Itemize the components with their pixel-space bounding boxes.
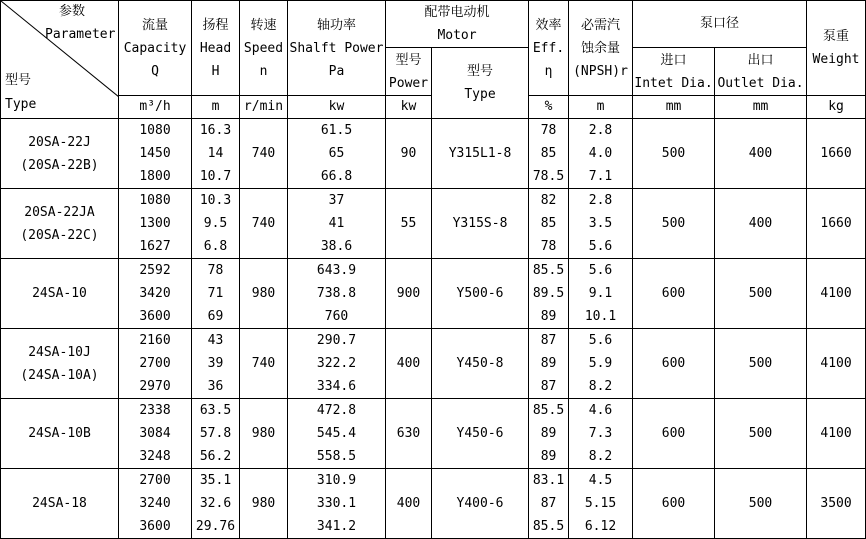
- unit-capacity: m³/h: [119, 96, 192, 119]
- value-h: 9.5: [203, 216, 228, 231]
- value-npsh: 5.6: [588, 263, 613, 278]
- outlet-cell: 400: [715, 189, 807, 259]
- value-q: 3248: [139, 449, 171, 464]
- motor-type-header: 型号 Type: [432, 48, 529, 119]
- value-eff: 85.5: [532, 403, 565, 418]
- value-pa: 322.2: [316, 356, 357, 371]
- value-pa: 334.6: [316, 379, 357, 394]
- speed-cell: 980: [240, 399, 288, 469]
- value-eff: 89: [540, 356, 557, 371]
- head-cell: [192, 119, 240, 189]
- npsh-cell: [569, 189, 633, 259]
- value-h: 35.1: [199, 473, 232, 488]
- unit-outlet: mm: [715, 96, 807, 119]
- motor-power-cell: 55: [386, 189, 432, 259]
- value-npsh: 10.1: [584, 309, 617, 324]
- unit-efficiency: %: [529, 96, 569, 119]
- model-alt-name: (20SA-22C): [20, 227, 99, 243]
- value-pa: 643.9: [316, 263, 357, 278]
- speed-header: 转速 Speed n: [240, 1, 288, 96]
- motor-power-header: 型号 Power: [386, 48, 432, 96]
- value-eff: 78: [540, 239, 557, 254]
- value-h: 29.76: [195, 519, 236, 534]
- shaft-power-cell: [288, 329, 386, 399]
- value-npsh: 5.9: [588, 356, 613, 371]
- weight-cell: 4100: [807, 259, 866, 329]
- value-q: 2970: [139, 379, 171, 394]
- unit-shaft-power: kw: [288, 96, 386, 119]
- unit-motor-power: kw: [386, 96, 432, 119]
- unit-weight: kg: [807, 96, 866, 119]
- unit-npsh: m: [569, 96, 633, 119]
- npsh-cell: [569, 469, 633, 539]
- header-corner-cell: [1, 1, 119, 119]
- value-pa: 41: [328, 216, 345, 231]
- value-h: 71: [207, 286, 224, 301]
- head-cell: [192, 259, 240, 329]
- value-npsh: 9.1: [588, 286, 613, 301]
- npsh-cell: [569, 329, 633, 399]
- motor-power-cell: 400: [386, 329, 432, 399]
- npsh-cell: [569, 259, 633, 329]
- value-h: 14: [207, 146, 224, 161]
- shaft-power-cell: [288, 189, 386, 259]
- efficiency-cell: [529, 189, 569, 259]
- value-npsh: 7.1: [588, 169, 613, 184]
- inlet-cell: 500: [633, 119, 715, 189]
- value-pa: 341.2: [316, 519, 357, 534]
- value-pa: 37: [328, 193, 345, 208]
- value-q: 2700: [139, 473, 171, 488]
- value-npsh: 6.12: [584, 519, 617, 534]
- value-q: 3420: [139, 286, 171, 301]
- value-eff: 78.5: [532, 169, 565, 184]
- motor-type-cell: Y500-6: [432, 259, 529, 329]
- value-h: 10.3: [199, 193, 232, 208]
- value-eff: 85.5: [532, 519, 565, 534]
- inlet-cell: 600: [633, 469, 715, 539]
- head-cell: [192, 189, 240, 259]
- motor-power-cell: 400: [386, 469, 432, 539]
- weight-cell: 4100: [807, 329, 866, 399]
- value-eff: 85.5: [532, 263, 565, 278]
- inlet-cell: 600: [633, 399, 715, 469]
- head-cell: [192, 329, 240, 399]
- speed-cell: 980: [240, 259, 288, 329]
- motor-type-cell: Y400-6: [432, 469, 529, 539]
- motor-type-cell: Y450-6: [432, 399, 529, 469]
- model-name: 24SA-10B: [28, 426, 91, 441]
- outlet-cell: 500: [715, 399, 807, 469]
- value-npsh: 2.8: [588, 193, 613, 208]
- value-pa: 330.1: [316, 496, 357, 511]
- model-alt-name: (20SA-22B): [20, 157, 99, 173]
- motor-type-cell: Y315S-8: [432, 189, 529, 259]
- npsh-cell: [569, 119, 633, 189]
- value-eff: 87: [540, 379, 557, 394]
- speed-cell: 740: [240, 329, 288, 399]
- value-h: 32.6: [199, 496, 232, 511]
- npsh-cell: [569, 399, 633, 469]
- value-npsh: 3.5: [588, 216, 613, 231]
- value-q: 1080: [139, 123, 171, 138]
- outlet-diameter-header: 出口 Outlet Dia.: [715, 48, 807, 96]
- table-row: [1, 469, 866, 539]
- value-h: 16.3: [199, 123, 232, 138]
- capacity-cell: [119, 259, 192, 329]
- value-q: 1627: [139, 239, 171, 254]
- table-row: [1, 119, 866, 189]
- model-cell: [1, 259, 119, 329]
- outlet-cell: 500: [715, 329, 807, 399]
- value-eff: 82: [540, 193, 557, 208]
- value-pa: 61.5: [320, 123, 353, 138]
- capacity-header: 流量 Capacity Q: [119, 1, 192, 96]
- model-name: 24SA-10: [32, 286, 87, 301]
- model-name: 24SA-10J: [28, 344, 91, 360]
- value-npsh: 4.0: [588, 146, 613, 161]
- value-npsh: 8.2: [588, 449, 613, 464]
- model-name: 20SA-22J: [28, 134, 91, 150]
- value-pa: 38.6: [320, 239, 353, 254]
- value-q: 1800: [139, 169, 171, 184]
- value-h: 63.5: [199, 403, 232, 418]
- speed-cell: 740: [240, 189, 288, 259]
- weight-cell: 4100: [807, 399, 866, 469]
- value-npsh: 5.6: [588, 239, 613, 254]
- value-h: 36: [207, 379, 224, 394]
- head-cell: [192, 399, 240, 469]
- capacity-cell: [119, 329, 192, 399]
- value-q: 3600: [139, 519, 171, 534]
- value-h: 56.2: [199, 449, 232, 464]
- head-cell: [192, 469, 240, 539]
- weight-cell: 1660: [807, 189, 866, 259]
- value-pa: 760: [324, 309, 349, 324]
- value-pa: 290.7: [316, 333, 357, 348]
- parameter-label-cn: 参数: [59, 4, 86, 19]
- value-pa: 65: [328, 146, 345, 161]
- model-cell: [1, 119, 119, 189]
- value-npsh: 5.6: [588, 333, 613, 348]
- shaft-power-cell: [288, 119, 386, 189]
- value-q: 3600: [139, 309, 171, 324]
- efficiency-cell: [529, 469, 569, 539]
- shaft-power-header: 轴功率 Shalft Power Pa: [288, 1, 386, 96]
- outlet-cell: 400: [715, 119, 807, 189]
- value-eff: 89: [540, 426, 557, 441]
- speed-cell: 740: [240, 119, 288, 189]
- motor-power-cell: 900: [386, 259, 432, 329]
- value-h: 39: [207, 356, 224, 371]
- motor-type-cell: Y315L1-8: [432, 119, 529, 189]
- capacity-cell: [119, 399, 192, 469]
- pump-diameter-header: 泵口径: [633, 1, 807, 48]
- value-npsh: 5.15: [584, 496, 617, 511]
- value-eff: 87: [540, 333, 557, 348]
- value-h: 6.8: [203, 239, 228, 254]
- value-pa: 66.8: [320, 169, 353, 184]
- unit-speed: r/min: [240, 96, 288, 119]
- weight-cell: 3500: [807, 469, 866, 539]
- value-q: 3240: [139, 496, 171, 511]
- model-cell: [1, 469, 119, 539]
- inlet-cell: 600: [633, 259, 715, 329]
- weight-header: 泵重 Weight: [807, 1, 866, 96]
- value-q: 1300: [139, 216, 171, 231]
- value-h: 10.7: [199, 169, 232, 184]
- shaft-power-cell: [288, 259, 386, 329]
- value-npsh: 4.5: [588, 473, 613, 488]
- value-q: 2160: [139, 333, 171, 348]
- parameter-label-en: Parameter: [45, 27, 116, 42]
- value-h: 78: [207, 263, 224, 278]
- type-label-cn: 型号: [5, 73, 32, 88]
- value-eff: 83.1: [532, 473, 565, 488]
- weight-cell: 1660: [807, 119, 866, 189]
- inlet-cell: 500: [633, 189, 715, 259]
- unit-inlet: mm: [633, 96, 715, 119]
- value-pa: 472.8: [316, 403, 357, 418]
- head-header: 扬程 Head H: [192, 1, 240, 96]
- value-pa: 310.9: [316, 473, 357, 488]
- value-npsh: 4.6: [588, 403, 613, 418]
- value-eff: 85: [540, 146, 557, 161]
- motor-power-cell: 90: [386, 119, 432, 189]
- unit-head: m: [192, 96, 240, 119]
- npsh-header: 必需汽 蚀余量 (NPSH)r: [569, 1, 633, 96]
- efficiency-cell: [529, 119, 569, 189]
- outlet-cell: 500: [715, 259, 807, 329]
- value-h: 69: [207, 309, 224, 324]
- shaft-power-cell: [288, 399, 386, 469]
- value-h: 57.8: [199, 426, 232, 441]
- value-h: 43: [207, 333, 224, 348]
- efficiency-header: 效率 Eff. η: [529, 1, 569, 96]
- inlet-cell: 600: [633, 329, 715, 399]
- table-row: [1, 259, 866, 329]
- table-body: [1, 119, 866, 539]
- value-pa: 545.4: [316, 426, 357, 441]
- value-q: 2700: [139, 356, 171, 371]
- capacity-cell: [119, 469, 192, 539]
- motor-power-cell: 630: [386, 399, 432, 469]
- value-npsh: 2.8: [588, 123, 613, 138]
- model-cell: [1, 329, 119, 399]
- outlet-cell: 500: [715, 469, 807, 539]
- table-row: [1, 399, 866, 469]
- value-eff: 78: [540, 123, 557, 138]
- value-pa: 738.8: [316, 286, 357, 301]
- value-eff: 85: [540, 216, 557, 231]
- motor-type-cell: Y450-8: [432, 329, 529, 399]
- efficiency-cell: [529, 399, 569, 469]
- shaft-power-cell: [288, 469, 386, 539]
- efficiency-cell: [529, 329, 569, 399]
- value-pa: 558.5: [316, 449, 357, 464]
- value-q: 3084: [139, 426, 171, 441]
- value-q: 1450: [139, 146, 171, 161]
- model-name: 24SA-18: [32, 496, 87, 511]
- value-q: 1080: [139, 193, 171, 208]
- model-alt-name: (24SA-10A): [20, 367, 99, 383]
- value-q: 2592: [139, 263, 171, 278]
- table-row: [1, 329, 866, 399]
- value-eff: 89: [540, 309, 557, 324]
- value-eff: 87: [540, 496, 557, 511]
- value-q: 2338: [139, 403, 171, 418]
- inlet-diameter-header: 进口 Intet Dia.: [633, 48, 715, 96]
- model-cell: [1, 189, 119, 259]
- motor-header: 配带电动机 Motor: [386, 1, 529, 48]
- table-header: [1, 1, 866, 119]
- value-npsh: 7.3: [588, 426, 613, 441]
- speed-cell: 980: [240, 469, 288, 539]
- model-name: 20SA-22JA: [24, 204, 95, 220]
- model-cell: [1, 399, 119, 469]
- capacity-cell: [119, 189, 192, 259]
- capacity-cell: [119, 119, 192, 189]
- value-npsh: 8.2: [588, 379, 613, 394]
- table-row: [1, 189, 866, 259]
- value-eff: 89: [540, 449, 557, 464]
- value-eff: 89.5: [532, 286, 565, 301]
- efficiency-cell: [529, 259, 569, 329]
- type-label-en: Type: [5, 97, 37, 112]
